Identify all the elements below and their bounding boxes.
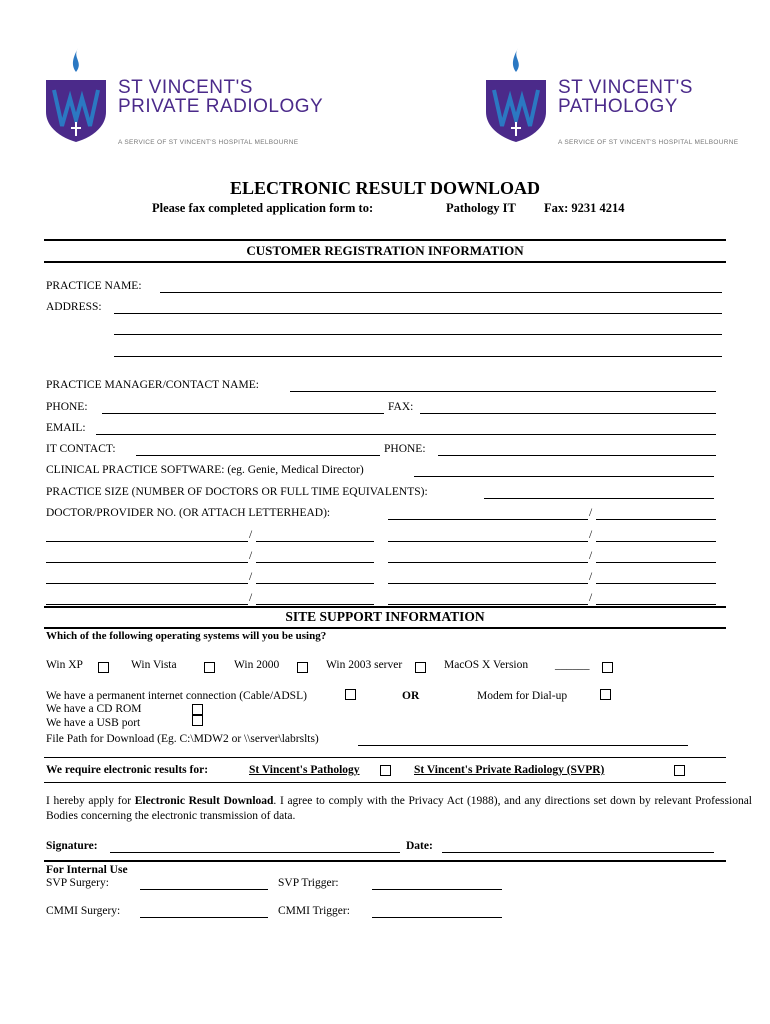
os-win2003-checkbox[interactable] [415,662,426,673]
os-win2000-label: Win 2000 [234,659,280,671]
registration-heading: CUSTOMER REGISTRATION INFORMATION [246,243,524,258]
slash: / [589,550,593,562]
cmmi-surgery-label: CMMI Surgery: [46,905,121,917]
address-label: ADDRESS: [46,301,102,313]
practice-size-label: PRACTICE SIZE (NUMBER OF DOCTORS OR FULL TIME EQUIVALENTS): [46,486,428,498]
slash: / [589,571,593,583]
usb-checkbox[interactable] [192,715,203,726]
logo-left [44,46,364,146]
os-winxp-checkbox[interactable] [98,662,109,673]
internal-use-heading: For Internal Use [46,864,128,876]
svpr-checkbox[interactable] [674,765,685,776]
provider-field[interactable] [256,541,374,542]
declaration-bold: Electronic Result Download [134,795,274,807]
page-title: ELECTRONIC RESULT DOWNLOAD [229,178,541,198]
crest-icon [484,46,548,144]
section-divider [44,757,726,758]
logo-left-line2: PRIVATE RADIOLOGY [118,96,324,117]
date-label: Date: [406,840,433,852]
slash: / [249,529,253,541]
declaration-part2: . I agree to comply with the Privacy Act (1988), and any directions set down by relevant Professional Bodies concerning the electronic transmission of data. [46,795,753,822]
provider-field[interactable] [596,541,716,542]
cmmi-trigger-label: CMMI Trigger: [278,905,350,917]
svpr-label: St Vincent's Private Radiology (SVPR) [414,764,605,776]
results-for-label: We require electronic results for: [46,764,209,776]
declaration-part1: I hereby apply for [46,795,135,807]
address-field-3[interactable] [114,356,722,357]
provider-field[interactable] [256,604,374,605]
svp-trigger-field[interactable] [372,889,502,890]
address-field-1[interactable] [114,313,722,314]
it-contact-field[interactable] [136,455,380,456]
it-phone-label: PHONE: [384,443,426,455]
logo-left-tagline: A SERVICE OF ST VINCENT'S HOSPITAL MELBOURNE [118,139,299,146]
svp-label: St Vincent's Pathology [249,764,360,776]
file-path-label: File Path for Download (Eg. C:\MDW2 or \\server\labrslts) [46,733,319,745]
logo-right-line2: PATHOLOGY [558,96,678,117]
os-macos-label: MacOS X Version [444,659,529,671]
permanent-connection-checkbox[interactable] [345,689,356,700]
usb-label: We have a USB port [46,717,141,729]
phone-field[interactable] [102,413,384,414]
practice-name-label: PRACTICE NAME: [46,280,142,292]
file-path-field[interactable] [358,745,688,746]
fax-label: FAX: [388,401,414,413]
provider-field[interactable] [596,562,716,563]
slash: / [249,592,253,604]
svp-trigger-label: SVP Trigger: [278,877,339,889]
email-field[interactable] [96,434,716,435]
signature-label: Signature: [46,840,98,852]
cdrom-label: We have a CD ROM [46,703,142,715]
dialup-checkbox[interactable] [600,689,611,700]
logo-right [484,46,744,146]
provider-field[interactable] [388,541,588,542]
cdrom-checkbox[interactable] [192,704,203,715]
permanent-connection-label: We have a permanent internet connection (Cable/ADSL) [46,690,307,702]
os-winxp-label: Win XP [46,659,83,671]
section-divider [44,860,726,862]
os-macos-checkbox[interactable] [602,662,613,673]
cmmi-surgery-field[interactable] [140,917,268,918]
declaration-text [46,794,752,824]
section-divider [44,606,726,608]
email-label: EMAIL: [46,422,86,434]
crest-icon [44,46,108,144]
section-divider [44,782,726,783]
provider-field[interactable] [596,519,716,520]
site-support-heading: SITE SUPPORT INFORMATION [285,609,485,624]
manager-field[interactable] [290,391,716,392]
section-divider [44,239,726,241]
date-field[interactable] [442,852,714,853]
slash: / [249,550,253,562]
os-winvista-label: Win Vista [131,659,177,671]
section-divider [44,261,726,263]
provider-field[interactable] [46,541,248,542]
provider-field[interactable] [596,583,716,584]
provider-field[interactable] [388,562,588,563]
or-label: OR [402,690,420,702]
cmmi-trigger-field[interactable] [372,917,502,918]
it-phone-field[interactable] [438,455,716,456]
slash: / [249,571,253,583]
provider-field[interactable] [46,583,248,584]
provider-field[interactable] [388,519,588,520]
mac-version-field[interactable]: ______ [555,659,590,671]
address-field-2[interactable] [114,334,722,335]
practice-size-field[interactable] [484,498,714,499]
section-divider [44,627,726,629]
os-win2003-label: Win 2003 server [326,659,403,671]
logo-right-line1: ST VINCENT'S [558,77,693,98]
provider-field[interactable] [388,583,588,584]
software-field[interactable] [414,476,714,477]
fax-instruction: Please fax completed application form to: [152,201,374,215]
practice-name-field[interactable] [160,292,722,293]
slash: / [589,592,593,604]
svp-checkbox[interactable] [380,765,391,776]
phone-label: PHONE: [46,401,88,413]
provider-no-label: DOCTOR/PROVIDER NO. (OR ATTACH LETTERHEAD): [46,507,331,519]
os-question: Which of the following operating systems will you be using? [46,630,327,642]
os-winvista-checkbox[interactable] [204,662,215,673]
provider-field[interactable] [388,604,588,605]
software-label: CLINICAL PRACTICE SOFTWARE: (eg. Genie, Medical Director) [46,464,364,476]
signature-field[interactable] [110,852,400,853]
it-contact-label: IT CONTACT: [46,443,116,455]
svp-surgery-field[interactable] [140,889,268,890]
fax-dept: Pathology IT [446,201,516,215]
fax-field[interactable] [420,413,716,414]
provider-field[interactable] [46,562,248,563]
manager-label: PRACTICE MANAGER/CONTACT NAME: [46,379,259,391]
svp-surgery-label: SVP Surgery: [46,877,109,889]
dialup-label: Modem for Dial-up [477,690,568,702]
slash: / [589,529,593,541]
os-win2000-checkbox[interactable] [297,662,308,673]
provider-field[interactable] [256,583,374,584]
provider-field[interactable] [46,604,248,605]
provider-field[interactable] [596,604,716,605]
provider-field[interactable] [256,562,374,563]
logo-right-tagline: A SERVICE OF ST VINCENT'S HOSPITAL MELBOURNE [558,139,739,146]
slash: / [589,507,593,519]
logo-left-line1: ST VINCENT'S [118,77,253,98]
fax-number: Fax: 9231 4214 [544,201,625,215]
